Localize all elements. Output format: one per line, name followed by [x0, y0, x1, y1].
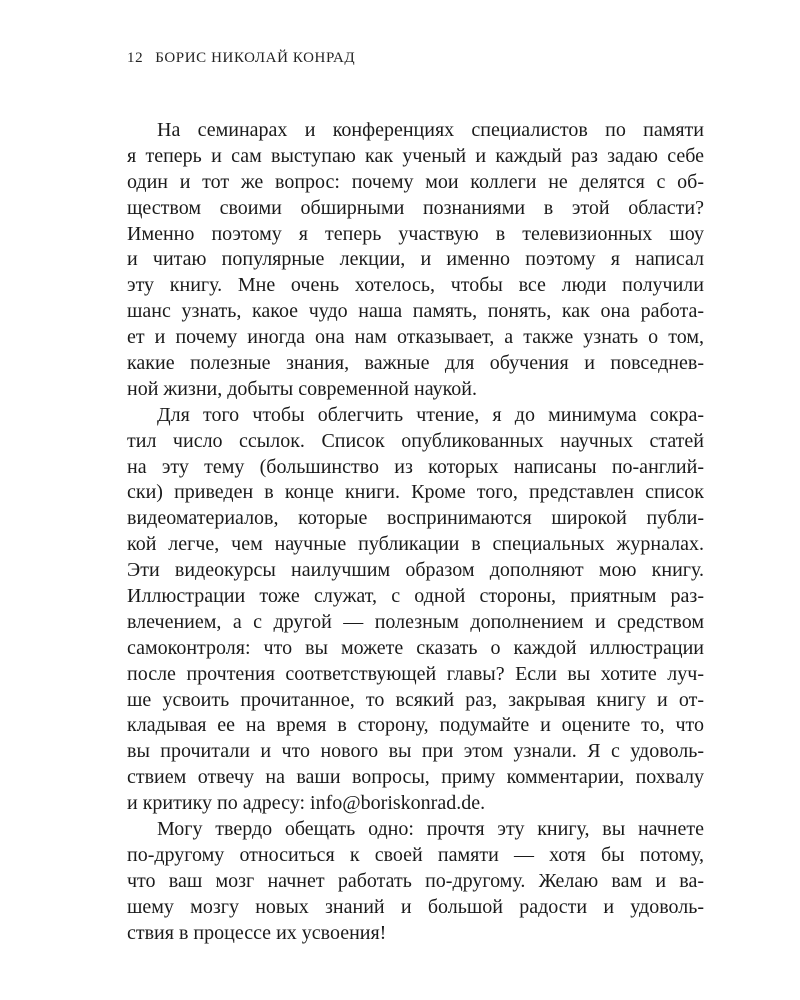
- text-line: один и тот же вопрос: почему мои коллеги не делятся с об-: [127, 170, 704, 193]
- body-text: [127, 118, 704, 947]
- text-line: Именно поэтому я теперь участвую в телевизионных шоу: [127, 222, 704, 245]
- text-line: я теперь и сам выступаю как ученый и каждый раз задаю себе: [127, 144, 704, 167]
- text-line: по-другому относиться к своей памяти — хотя бы потому,: [127, 843, 704, 866]
- text-line: ски) приведен в конце книги. Кроме того, представлен список: [127, 481, 704, 504]
- text-line: ет и почему иногда она нам отказывает, а также узнать о том,: [127, 326, 704, 349]
- page-number: 12: [127, 50, 144, 66]
- text-line: Могу твердо обещать одно: прочтя эту книгу, вы начнете: [157, 818, 704, 841]
- text-line: Эти видеокурсы наилучшим образом дополняют мою книгу.: [127, 559, 704, 582]
- text-line: и читаю популярные лекции, и именно поэтому я написал: [127, 248, 704, 271]
- text-line: и критику по адресу: info@boriskonrad.de.: [127, 792, 486, 815]
- text-line: ществом своими обширными познаниями в этой области?: [127, 196, 704, 219]
- text-line: Иллюстрации тоже служат, с одной стороны, приятным раз-: [127, 585, 704, 608]
- text-line: шему мозгу новых знаний и большой радости и удоволь-: [127, 895, 704, 918]
- author-name: БОРИС НИКОЛАЙ КОНРАД: [155, 50, 356, 66]
- text-line: тил число ссылок. Список опубликованных научных статей: [127, 429, 704, 452]
- text-line: кладывая ее на время в сторону, подумайте и оцените то, что: [127, 714, 704, 737]
- text-line: ствием отвечу на ваши вопросы, приму комментарии, похвалу: [127, 766, 704, 789]
- text-line: вы прочитали и что нового вы при этом узнали. Я с удоволь-: [127, 740, 704, 763]
- text-line: На семинарах и конференциях специалистов по памяти: [157, 119, 704, 141]
- text-line: видеоматериалов, которые воспринимаются широкой публи-: [127, 507, 704, 530]
- running-header: [127, 50, 355, 67]
- text-line: на эту тему (большинство из которых написаны по-англий-: [127, 455, 704, 478]
- text-line: кой легче, чем научные публикации в специальных журналах.: [127, 533, 704, 556]
- text-line: что ваш мозг начнет работать по-другому. Желаю вам и ва-: [127, 869, 704, 892]
- text-line: ной жизни, добыты современной наукой.: [127, 377, 478, 400]
- text-line: шанс узнать, какое чудо наша память, понять, как она работа-: [127, 300, 704, 323]
- text-line: после прочтения соответствующей главы? Если вы хотите луч-: [127, 662, 704, 685]
- text-line: влечением, а с другой — полезным дополнением и средством: [127, 610, 704, 633]
- text-line: эту книгу. Мне очень хотелось, чтобы все люди получили: [127, 274, 704, 297]
- text-line: какие полезные знания, важные для обучения и повседнев-: [127, 352, 704, 375]
- text-line: ше усвоить прочитанное, то всякий раз, закрывая книгу и от-: [127, 688, 704, 711]
- text-line: ствия в процессе их усвоения!: [127, 921, 387, 944]
- text-line: Для того чтобы облегчить чтение, я до минимума сокра-: [157, 403, 704, 426]
- text-line: самоконтроля: что вы можете сказать о каждой иллюстрации: [127, 636, 704, 659]
